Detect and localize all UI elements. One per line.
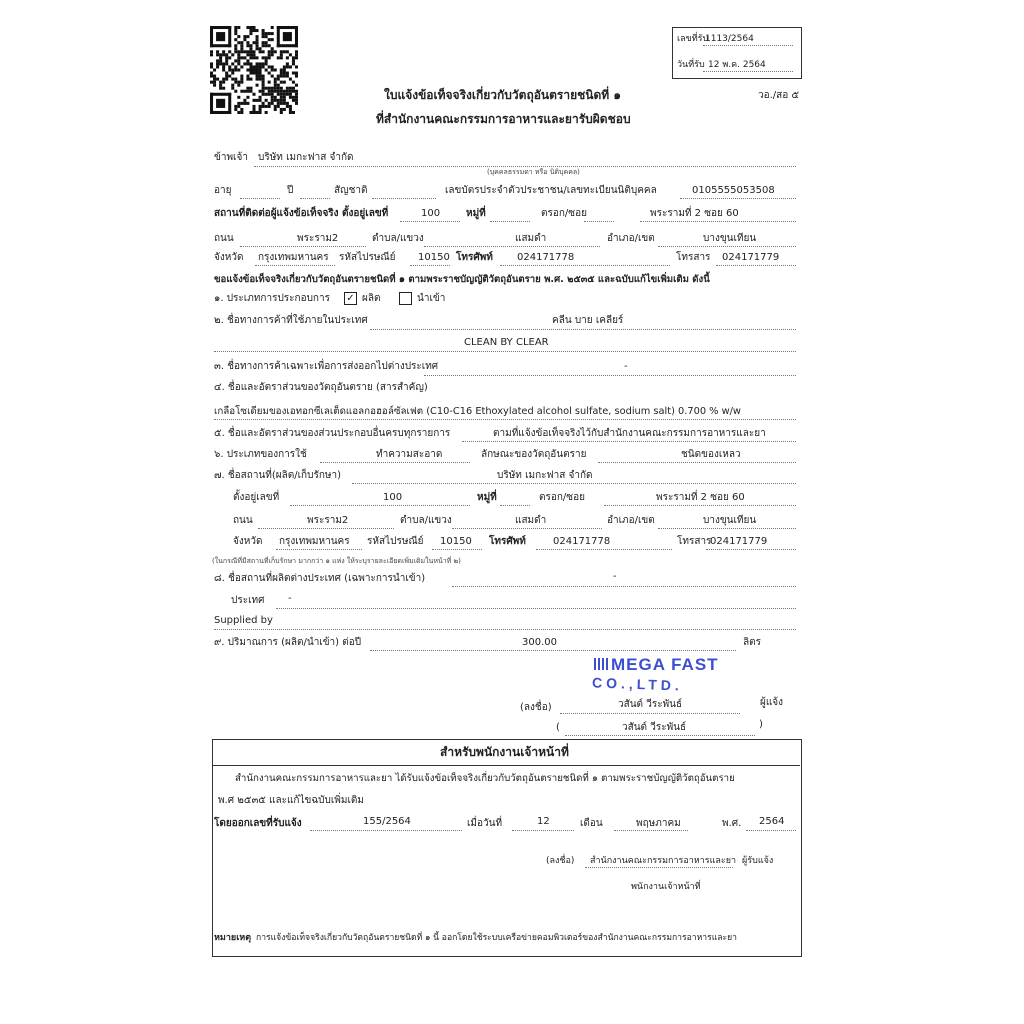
stamp-line-2: CO.,LTD. [591, 674, 684, 694]
nationality-label: สัญชาติ [334, 185, 368, 196]
item7-subdistrict-label: ตำบล/แขวง [400, 515, 452, 526]
title-line-1: ใบแจ้งข้อเท็จจริงเกี่ยวกับวัตถุอันตรายชนิดที่ ๑ [384, 88, 621, 102]
officer-section [212, 739, 802, 957]
remark-label: หมายเหตุ [214, 933, 252, 943]
item7-road-value: พระราม2 [307, 515, 349, 526]
item6-char-label: ลักษณะของวัตถุอันตราย [481, 449, 587, 460]
item7-moo-label: หมู่ที่ [477, 492, 497, 503]
item7-district-value: บางขุนเทียน [703, 515, 757, 526]
address-district-label: อำเภอ/เขต [607, 233, 655, 244]
item5-value: ตามที่แจ้งข้อเท็จจริงไว้กับสำนักงานคณะกรรมการอาหารและยา [493, 428, 766, 439]
item7-fax-label: โทรสาร [677, 536, 712, 547]
item7-road-label: ถนน [233, 515, 253, 526]
item9-value: 300.00 [522, 637, 557, 648]
address-zip-label: รหัสไปรษณีย์ [339, 252, 396, 263]
item6-label: ๖. ประเภทของการใช้ [214, 449, 307, 460]
item7-soi-value: พระรามที่ 2 ซอย 60 [656, 492, 745, 503]
officer-heading: สำหรับพนักงานเจ้าหน้าที่ [440, 745, 569, 759]
item8-label: ๘. ชื่อสถานที่ผลิตต่างประเทศ (เฉพาะการนำเข้า) [214, 573, 426, 584]
item9-unit: ลิตร [743, 637, 761, 648]
item7-subdistrict-value: แสมดำ [515, 515, 547, 526]
item5-label: ๕. ชื่อและอัตราส่วนของส่วนประกอบอื่นครบทุกรายการ [214, 428, 451, 439]
item7-phone-label: โทรศัพท์ [489, 536, 526, 547]
issue-day: 12 [537, 816, 550, 827]
import-label: นำเข้า [417, 293, 446, 304]
id-label: เลขบัตรประจำตัวประชาชน/เลขทะเบียนนิติบุคคล [445, 185, 657, 196]
item1-label: ๑. ประเภทการประกอบการ [214, 293, 330, 304]
item6-value: ทำความสะอาด [376, 449, 443, 460]
form-code: วอ./สอ ๕ [758, 90, 800, 101]
year-label-office: พ.ศ. [722, 818, 742, 829]
office-officer: พนักงานเจ้าหน้าที่ [631, 882, 701, 892]
item2-value: คลีน บาย เคลียร์ [552, 315, 624, 326]
item3-label: ๓. ชื่อทางการค้าเฉพาะเพื่อการส่งออกไปต่างประเทศ [214, 361, 439, 372]
produce-checkbox[interactable]: ✓ [344, 292, 357, 305]
item8-country-label: ประเทศ [231, 595, 265, 606]
age-label: อายุ [214, 185, 232, 196]
item7-province-label: จังหวัด [233, 536, 263, 547]
address-label: สถานที่ติดต่อผู้แจ้งข้อเท็จจริง ตั้งอยู่เลขที่ [214, 208, 389, 219]
stamp-stripes-icon [594, 658, 608, 670]
item7-label: ๗. ชื่อสถานที่(ผลิต/เก็บรักษา) [214, 470, 341, 481]
sign-open-paren: ( [556, 722, 560, 733]
signature-name-printed: วสันต์ วีระพันธ์ [622, 722, 687, 733]
supplied-by-label: Supplied by [214, 615, 273, 626]
address-zip-value: 10150 [418, 252, 450, 263]
item3-value: - [624, 361, 628, 372]
office-sign-value: สำนักงานคณะกรรมการอาหารและยา [590, 856, 737, 866]
address-no: 100 [421, 208, 441, 219]
applicant-note: (บุคคลธรรมดา หรือ นิติบุคคล) [487, 168, 580, 176]
item7-note: (ในกรณีที่มีสถานที่เก็บรักษา มากกว่า ๑ แห่ง ให้ระบุรายละเอียดเพิ่มเติมในหน้าที่ ๒) [212, 557, 461, 565]
officer-line-1: สำนักงานคณะกรรมการอาหารและยา ได้รับแจ้งข้อเท็จจริงเกี่ยวกับวัตถุอันตรายชนิดที่ ๑ ตามพระราชบัญญัติวัตถุอันตราย [235, 773, 735, 784]
import-checkbox[interactable] [399, 292, 412, 305]
item7-zip-value: 10150 [440, 536, 472, 547]
address-fax-value: 024171779 [722, 252, 780, 263]
sign-label: (ลงชื่อ) [520, 702, 552, 713]
address-province-label: จังหวัด [214, 252, 244, 263]
year-label: ปี [287, 185, 294, 196]
item7-zip-label: รหัสไปรษณีย์ [367, 536, 424, 547]
address-phone-value: 024171778 [517, 252, 575, 263]
item7-no: 100 [383, 492, 403, 503]
address-phone-label: โทรศัพท์ [456, 252, 493, 263]
address-soi-value: พระรามที่ 2 ซอย 60 [650, 208, 739, 219]
month-label: เดือน [580, 818, 603, 829]
office-sign-label: (ลงชื่อ) [546, 856, 575, 866]
qr-code-icon [210, 26, 298, 114]
address-province-value: กรุงเทพมหานคร [258, 252, 329, 263]
item7-phone-value: 024171778 [553, 536, 611, 547]
item7-soi-label: ตรอก/ซอย [539, 492, 585, 503]
applicant-value: บริษัท เมกะฟาส จำกัด [258, 152, 354, 163]
receipt-no-value: 1113/2564 [705, 34, 754, 44]
sign-role: ผู้แจ้ง [760, 697, 784, 708]
item7-fax-value: 024171779 [710, 536, 768, 547]
sign-close-paren: ) [759, 719, 763, 730]
date-label: เมื่อวันที่ [467, 818, 503, 829]
issue-month: พฤษภาคม [636, 818, 681, 829]
officer-line-2: พ.ศ ๒๕๓๕ และแก้ไขฉบับเพิ่มเติม [218, 795, 364, 806]
title-line-2: ที่สำนักงานคณะกรรมการอาหารและยารับผิดชอบ [376, 112, 631, 126]
address-soi-label: ตรอก/ซอย [541, 208, 587, 219]
item8-value: - [613, 571, 617, 582]
applicant-label: ข้าพเจ้า [214, 152, 248, 163]
item2-label: ๒. ชื่อทางการค้าที่ใช้ภายในประเทศ [214, 315, 368, 326]
receipt-no-label: เลขที่รับ [677, 34, 709, 44]
produce-label: ผลิต [362, 293, 381, 304]
remark-text: การแจ้งข้อเท็จจริงเกี่ยวกับวัตถุอันตรายชนิดที่ ๑ นี้ ออกโดยใช้ระบบเครือข่ายคอมพิวเตอร์ของสำนักงานคณะกรรมการอาหารและยา [256, 933, 737, 943]
item4-label: ๔. ชื่อและอัตราส่วนของวัตถุอันตราย (สารสำคัญ) [214, 382, 428, 393]
receipt-date-value: 12 พ.ค. 2564 [708, 60, 766, 70]
address-moo-label: หมู่ที่ [466, 208, 486, 219]
item7-province-value: กรุงเทพมหานคร [279, 536, 350, 547]
address-district-value: บางขุนเทียน [703, 233, 757, 244]
address-fax-label: โทรสาร [676, 252, 711, 263]
stamp-line-1: MEGA FAST [611, 655, 719, 674]
item2-value-english: CLEAN BY CLEAR [464, 337, 549, 348]
receipt-date-label: วันที่รับ [677, 60, 705, 70]
declare-line: ขอแจ้งข้อเท็จจริงเกี่ยวกับวัตถุอันตรายชนิดที่ ๑ ตามพระราชบัญญัติวัตถุอันตราย พ.ศ. ๒๕๓๕ และฉบับแก้ไขเพิ่มเติม ดังนี้ [214, 274, 710, 285]
office-receiver: ผู้รับแจ้ง [742, 856, 774, 866]
item6-char-value: ชนิดของเหลว [681, 449, 741, 460]
address-road-value: พระราม2 [297, 233, 339, 244]
issue-year: 2564 [759, 816, 785, 827]
item9-label: ๙. ปริมาณการ (ผลิต/นำเข้า) ต่อปี [214, 637, 362, 648]
company-stamp [594, 655, 719, 675]
item7-at-label: ตั้งอยู่เลขที่ [233, 492, 280, 503]
item8-country-value: - [288, 593, 292, 604]
issue-value: 155/2564 [363, 816, 411, 827]
issue-label: โดยออกเลขที่รับแจ้ง [214, 818, 302, 829]
address-road-label: ถนน [214, 233, 234, 244]
address-subdistrict-value: แสมดำ [515, 233, 547, 244]
item4-value: เกลือโซเดียมของเอทอกซีเลเต็ดแอลกอฮอล์ซัลเฟต (C10-C16 Ethoxylated alcohol sulfate, sodium salt) 0.700 % w/w [214, 406, 741, 417]
signature-name: วสันต์ วีระพันธ์ [618, 699, 683, 710]
address-subdistrict-label: ตำบล/แขวง [372, 233, 424, 244]
id-value: 0105555053508 [692, 185, 775, 196]
item7-value: บริษัท เมกะฟาส จำกัด [497, 470, 593, 481]
item7-district-label: อำเภอ/เขต [607, 515, 655, 526]
